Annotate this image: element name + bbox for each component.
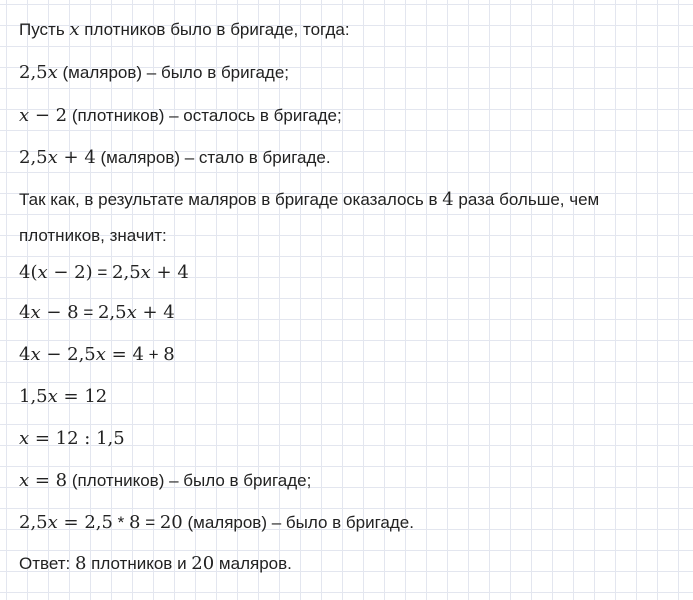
math-expression: + 4 (136, 302, 175, 323)
math-variable: x (19, 105, 30, 126)
math-expression: − 2,5 (40, 344, 96, 365)
math-variable: x (19, 428, 30, 449)
text-segment: (маляров) – было в бригаде; (57, 63, 290, 82)
math-variable: x (95, 344, 106, 365)
line-equation-2 (19, 303, 175, 323)
text-segment: Ответ: (19, 554, 75, 573)
math-expression: 2,5 (19, 62, 48, 83)
math-expression: + 4 (150, 262, 189, 283)
math-variable: x (47, 512, 58, 533)
math-expression: 1,5 (19, 386, 48, 407)
math-variable: x (47, 386, 58, 407)
math-expression: 2,5 (112, 262, 141, 283)
text-segment: маляров. (214, 554, 292, 573)
math-variable: x (140, 262, 151, 283)
line-carpenters-left (19, 106, 342, 126)
text-segment: (маляров) – стало в бригаде. (95, 148, 331, 167)
math-expression: 8 (163, 344, 175, 365)
math-variable: x (30, 302, 41, 323)
line-result-carpenters (19, 471, 311, 491)
math-expression: 2,5 (97, 302, 127, 323)
line-answer (19, 554, 292, 574)
math-variable: x (47, 147, 58, 168)
math-variable: x (47, 62, 58, 83)
math-variable: x (69, 19, 80, 40)
math-variable: x (126, 302, 137, 323)
math-expression: 2,5 (19, 512, 48, 533)
math-expression: − 2 (29, 105, 68, 126)
math-expression: 4 (19, 344, 31, 365)
math-expression: 4 (19, 302, 31, 323)
math-expression: 8 (129, 512, 141, 533)
line-reasoning-2 (19, 226, 167, 246)
math-expression: 20 (191, 553, 215, 574)
math-variable: x (37, 262, 48, 283)
text-segment: = (92, 263, 113, 282)
text-segment: плотников было в бригаде, тогда: (79, 20, 350, 39)
math-expression: = 12 (57, 386, 108, 407)
text-segment: Пусть (19, 20, 70, 39)
line-painters-initial (19, 63, 289, 83)
math-expression: − 2) (47, 262, 93, 283)
math-expression: 4( (19, 262, 38, 283)
text-segment: Так как, в результате маляров в бригаде оказалось в (19, 190, 443, 209)
math-expression: = 4 (105, 344, 144, 365)
text-segment: = (78, 303, 98, 322)
line-intro (19, 20, 350, 40)
math-variable: x (19, 470, 30, 491)
line-reasoning-1 (19, 190, 599, 210)
text-segment: (маляров) – было в бригаде. (182, 513, 414, 532)
math-expression: = 12 : 1,5 (29, 428, 125, 449)
math-expression: − 8 (40, 302, 79, 323)
math-variable: x (30, 344, 41, 365)
text-segment: (плотников) – осталось в бригаде; (67, 106, 342, 125)
text-segment: раза больше, чем (453, 190, 600, 209)
text-segment: + (143, 345, 164, 364)
text-segment: * (112, 513, 130, 532)
math-expression: = 8 (29, 470, 68, 491)
math-expression: 20 (159, 512, 183, 533)
line-result-painters (19, 513, 414, 533)
text-segment: плотников и (86, 554, 192, 573)
line-equation-1 (19, 263, 189, 283)
text-segment: (плотников) – было в бригаде; (67, 471, 312, 490)
text-segment: плотников, значит: (19, 226, 167, 245)
math-expression: = 2,5 (57, 512, 113, 533)
text-segment: = (140, 513, 160, 532)
line-equation-5 (19, 429, 125, 449)
math-expression: 2,5 (19, 147, 48, 168)
line-painters-became (19, 148, 331, 168)
math-expression: 4 (442, 189, 454, 210)
line-equation-4 (19, 387, 107, 407)
line-equation-3 (19, 345, 175, 365)
math-expression: + 4 (57, 147, 96, 168)
math-expression: 8 (74, 553, 87, 574)
